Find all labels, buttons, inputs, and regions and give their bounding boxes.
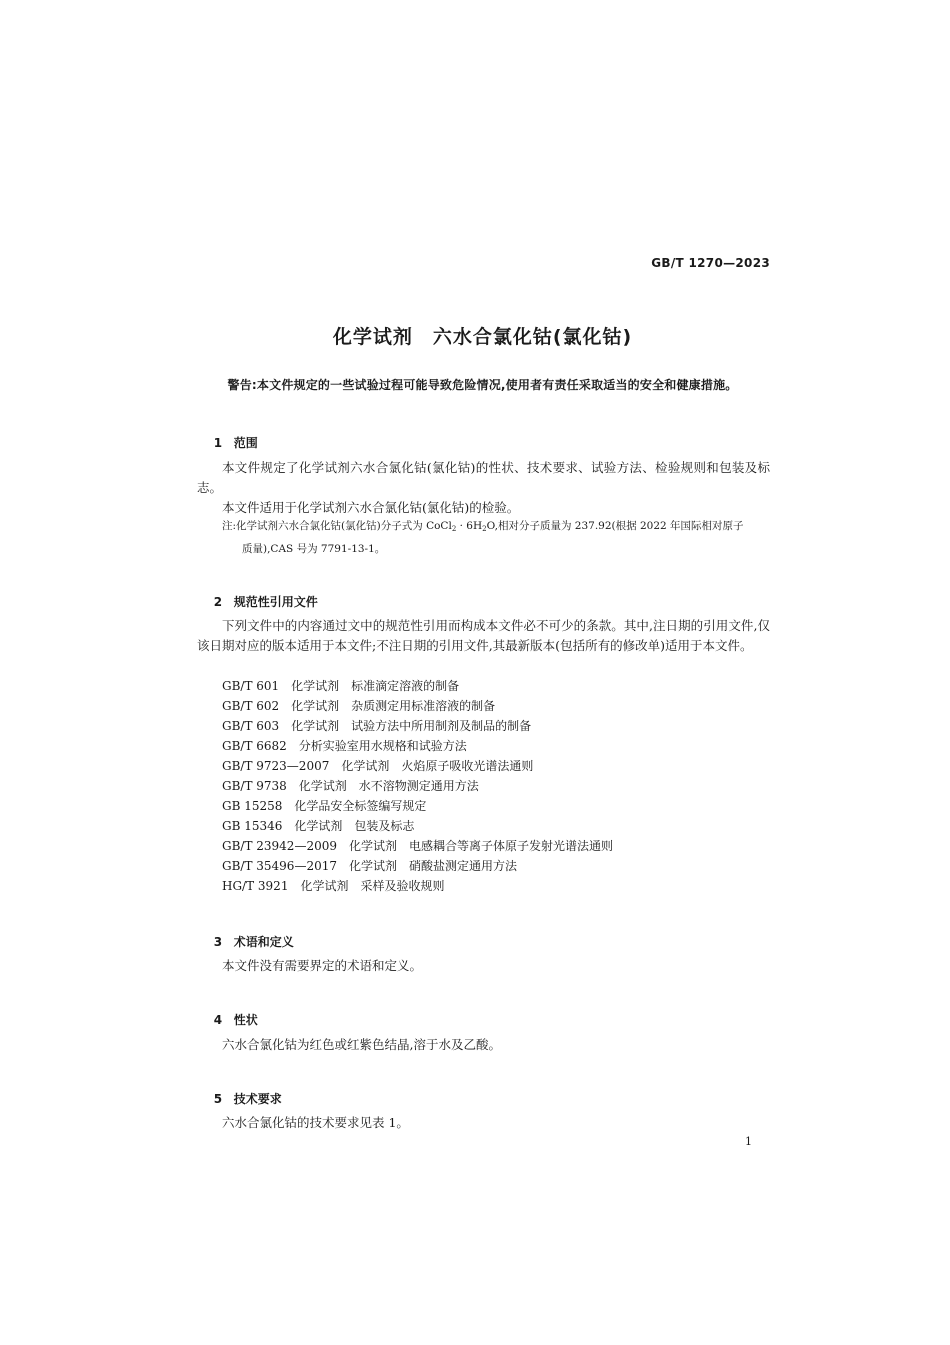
reference-item: GB/T 9738 化学试剂 水不溶物测定通用方法 [222,779,479,793]
section-5-title: 技术要求 [233,1092,282,1106]
section-2-title: 规范性引用文件 [233,595,318,609]
section-2-number: 2 [213,595,223,609]
note-subscript-1: 2 [451,525,457,533]
note-subscript-2: 2 [482,525,487,533]
reference-item: GB/T 601 化学试剂 标准滴定溶液的制备 [222,679,460,693]
section-1-number: 1 [213,436,223,450]
section-2-intro: 下列文件中的内容通过文中的规范性引用而构成本文件必不可少的条款。其中,注日期的引用文件,仅该日期对应的版本适用于本文件;不注日期的引用文件,其最新版本(包括所有的修改单)适用于本文件。 [197,618,770,653]
reference-list [222,676,770,896]
section-5-number: 5 [213,1092,223,1106]
page-number: 1 [745,1135,752,1148]
section-3-text: 本文件没有需要界定的术语和定义。 [222,958,423,973]
reference-item: GB/T 35496—2017 化学试剂 硝酸盐测定通用方法 [222,859,517,873]
reference-item: GB/T 602 化学试剂 杂质测定用标准溶液的制备 [222,699,496,713]
section-3-title: 术语和定义 [233,935,294,949]
section-4-number: 4 [213,1013,223,1027]
note-text-a: 注:化学试剂六水合氯化钴(氯化钴)分子式为 CoCl [222,520,452,532]
reference-item: GB/T 23942—2009 化学试剂 电感耦合等离子体原子发射光谱法通则 [222,839,613,853]
section-4-title: 性状 [233,1013,258,1027]
reference-item: GB 15346 化学试剂 包装及标志 [222,819,415,833]
standard-code: GB/T 1270—2023 [651,256,770,270]
note-line-2: 质量),CAS 号为 7791-13-1。 [242,543,386,555]
reference-item: GB/T 9723—2007 化学试剂 火焰原子吸收光谱法通则 [222,759,534,773]
reference-item: GB/T 6682 分析实验室用水规格和试验方法 [222,739,467,753]
note-text-c: O,相对分子质量为 237.92(根据 2022 年国际相对原子 [486,520,744,532]
reference-item: GB 15258 化学品安全标签编写规定 [222,799,427,813]
document-title: 化学试剂 六水合氯化钴(氯化钴) [332,326,633,348]
note-text-b: · 6H [456,520,483,532]
section-1-paragraph-2: 本文件适用于化学试剂六水合氯化钴(氯化钴)的检验。 [222,500,520,515]
section-3-number: 3 [213,935,223,949]
section-5-text: 六水合氯化钴的技术要求见表 1。 [222,1115,409,1130]
section-4-text: 六水合氯化钴为红色或红紫色结晶,溶于水及乙酸。 [222,1037,501,1052]
reference-item: GB/T 603 化学试剂 试验方法中所用制剂及制品的制备 [222,719,532,733]
section-1-paragraph-1: 本文件规定了化学试剂六水合氯化钴(氯化钴)的性状、技术要求、试验方法、检验规则和包装及标志。 [197,460,770,495]
section-1-note [222,516,770,559]
reference-item: HG/T 3921 化学试剂 采样及验收规则 [222,879,445,893]
note-line-1 [222,516,770,539]
safety-warning: 警告:本文件规定的一些试验过程可能导致危险情况,使用者有责任采取适当的安全和健康措施。 [227,378,738,392]
section-1-title: 范围 [233,436,258,450]
